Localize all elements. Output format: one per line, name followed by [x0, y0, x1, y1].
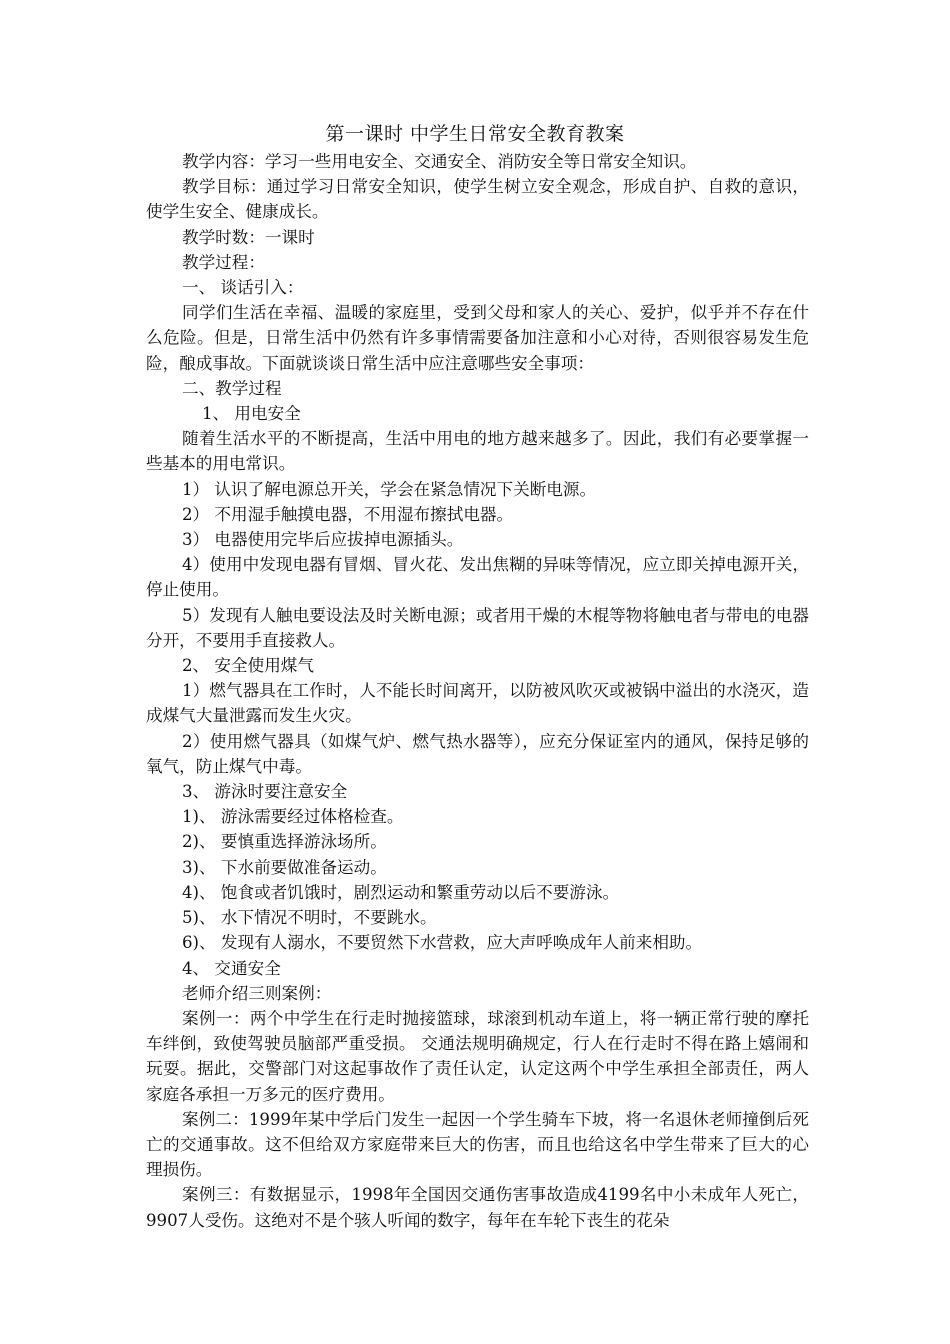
paragraph: 6)、 发现有人溺水，不要贸然下水营救，应大声呼唤成年人前来相助。 — [182, 933, 703, 953]
paragraph: 4）使用中发现电器有冒烟、冒火花、发出焦糊的异味等情况，应立即关掉电源开关，停止使用。 — [146, 555, 809, 600]
paragraph: 随着生活水平的不断提高，生活中用电的地方越来越多了。因此，我们有必要掌握一些基本的用电常识。 — [146, 429, 809, 474]
paragraph: 1)、 游泳需要经过体格检查。 — [182, 807, 404, 827]
paragraph: 1）燃气器具在工作时，人不能长时间离开，以防被风吹灭或被锅中溢出的水浇灭，造成煤气大量泄露而发生火灾。 — [146, 681, 809, 726]
paragraph: 3） 电器使用完毕后应拔掉电源插头。 — [182, 530, 464, 550]
paragraph: 二、教学过程 — [182, 378, 282, 398]
paragraph: 1） 认识了解电源总开关，学会在紧急情况下关断电源。 — [182, 479, 597, 499]
paragraph: 老师介绍三则案例： — [182, 983, 332, 1003]
paragraph: 2)、 要慎重选择游泳场所。 — [182, 832, 387, 852]
paragraph: 同学们生活在幸福、温暖的家庭里，受到父母和家人的关心、爱护，似乎并不存在什么危险。但是，日常生活中仍然有许多事情需要备加注意和小心对待，否则很容易发生危险，酿成事故。下面就谈谈日常生活中应注意哪些安全事项： — [146, 303, 809, 373]
paragraph: 1、 用电安全 — [202, 404, 301, 424]
paragraph: 2、 安全使用煤气 — [182, 656, 314, 676]
paragraph: 教学过程： — [182, 252, 265, 272]
paragraph: 4)、 饱食或者饥饿时，剧烈运动和繁重劳动以后不要游泳。 — [182, 882, 620, 902]
paragraph: 2） 不用湿手触摸电器，不用湿布擦拭电器。 — [182, 504, 514, 524]
paragraph: 教学内容：学习一些用电安全、交通安全、消防安全等日常安全知识。 — [182, 152, 697, 171]
paragraph: 5)、 水下情况不明时，不要跳水。 — [182, 908, 437, 928]
paragraph: 4、 交通安全 — [182, 958, 281, 978]
paragraph: 案例三：有数据显示，1998年全国因交通伤害事故造成4199名中小未成年人死亡，9907人受伤。这绝对不是个骇人听闻的数字，每年在车轮下丧生的花朵 — [146, 1185, 809, 1230]
paragraph: 案例二：1999年某中学后门发生一起因一个学生骑车下坡，将一名退休老师撞倒后死亡的交通事故。这不但给双方家庭带来巨大的伤害，而且也给这名中学生带来了巨大的心理损伤。 — [146, 1109, 809, 1180]
paragraph: 3)、 下水前要做准备运动。 — [182, 857, 387, 877]
paragraph: 2）使用燃气器具（如煤气炉、燃气热水器等），应充分保证室内的通风，保持足够的氧气，防止煤气中毒。 — [146, 731, 809, 776]
paragraph: 一、 谈话引入： — [182, 278, 304, 298]
paragraph: 3、 游泳时要注意安全 — [182, 782, 348, 802]
paragraph: 教学时数：一课时 — [182, 227, 315, 247]
paragraph: 5）发现有人触电要设法及时关断电源；或者用干燥的木棍等物将触电者与带电的电器分开，不要用手直接救人。 — [146, 605, 809, 650]
document-body — [146, 149, 809, 1233]
paragraph: 教学目标：通过学习日常安全知识，使学生树立安全观念，形成自护、自救的意识，使学生安全、健康成长。 — [146, 177, 809, 222]
document-title: 第一课时 中学生日常安全教育教案 — [325, 123, 625, 145]
paragraph: 案例一：两个中学生在行走时抛接篮球，球滚到机动车道上，将一辆正常行驶的摩托车绊倒，致使驾驶员脑部严重受损。 交通法规明确规定，行人在行走时不得在路上嬉闹和玩耍。据此，交警部门对这起事故作了责任认定，认定这两个中学生承担全部责任，两人家庭各承担一万多元的医疗费用。 — [146, 1008, 809, 1104]
